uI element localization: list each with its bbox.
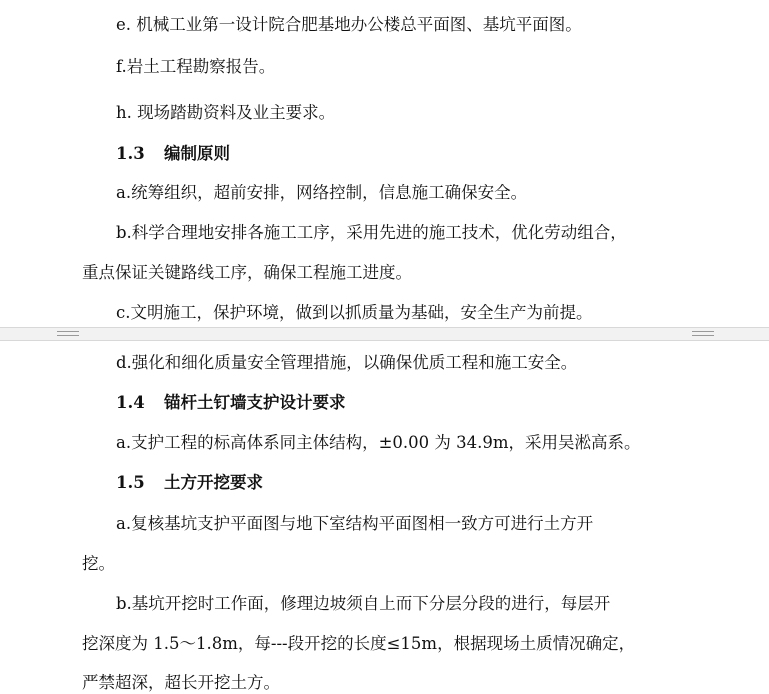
section-title: 锚杆土钉墙支护设计要求 [164,393,346,412]
section-heading-1-4 [116,392,346,414]
excavation-item-a-continued: 挖。 [82,554,115,573]
excavation-item-b-continued-2: 严禁超深，超长开挖土方。 [82,673,280,692]
reference-item-h: h. 现场踏勘资料及业主要求。 [116,103,336,122]
principle-b-continued: 重点保证关键路线工序，确保工程施工进度。 [82,263,412,282]
reference-item-e: e. 机械工业第一设计院合肥基地办公楼总平面图、基坑平面图。 [116,15,582,34]
section-heading-1-3 [116,143,230,165]
reference-item-f: f.岩土工程勘察报告。 [116,57,276,76]
support-requirement-a: a.支护工程的标高体系同主体结构，±0.00 为 34.9m，采用吴淞高系。 [116,433,641,452]
section-title: 编制原则 [164,144,230,163]
principle-c: c.文明施工，保护环境，做到以抓质量为基础，安全生产为前提。 [116,303,593,322]
section-number: 1.5 [116,473,145,492]
excavation-item-b: b.基坑开挖时工作面，修理边坡须自上而下分层分段的进行，每层开 [116,594,611,613]
page-break-marker-left [57,330,79,338]
principle-a: a.统筹组织，超前安排，网络控制，信息施工确保安全。 [116,183,528,202]
page-break [0,327,769,341]
section-title: 土方开挖要求 [164,473,263,492]
section-heading-1-5 [116,472,263,494]
section-number: 1.3 [116,144,145,163]
excavation-item-a: a.复核基坑支护平面图与地下室结构平面图相一致方可进行土方开 [116,514,594,533]
excavation-item-b-continued-1: 挖深度为 1.5～1.8m，每---段开挖的长度≤15m，根据现场土质情况确定， [82,634,636,653]
principle-d: d.强化和细化质量安全管理措施，以确保优质工程和施工安全。 [116,353,578,372]
section-number: 1.4 [116,393,145,412]
page-break-marker-right [692,330,714,338]
principle-b: b.科学合理地安排各施工工序，采用先进的施工技术，优化劳动组合， [116,223,627,242]
